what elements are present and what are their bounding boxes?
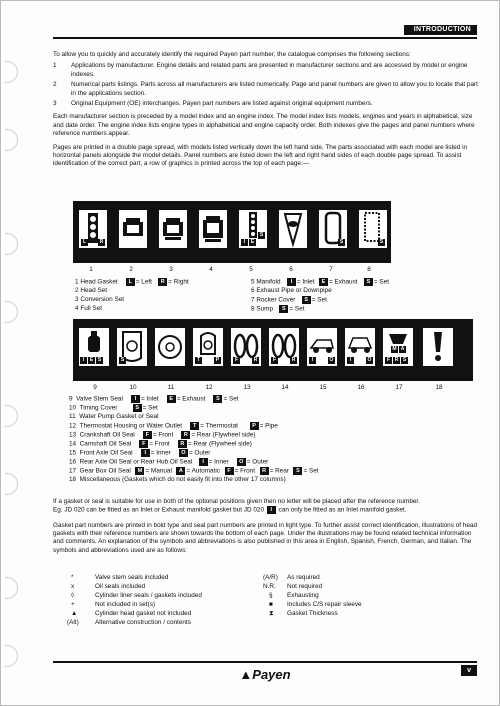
tag-set: S (97, 357, 102, 363)
intro-block (53, 51, 481, 172)
legend-text: Full Set (80, 305, 103, 312)
tag-right: R (99, 239, 104, 245)
page-footer (53, 661, 477, 681)
tag-outer: O (367, 357, 372, 363)
column-number: 17 (395, 384, 403, 391)
legend-tag: S (213, 395, 222, 403)
legend-text: Water Pump Gasket or Seal (79, 413, 159, 420)
legend-row (251, 305, 304, 314)
conversion-set-icon (159, 210, 187, 248)
crankshaft-seal-icon (231, 328, 261, 366)
symbol-glyph: ▲ (71, 610, 78, 617)
legend-tag: S (302, 296, 311, 304)
legend-row (69, 413, 159, 421)
legend-tag-text: = Rear (Flywheel side) (191, 431, 256, 439)
page-header (53, 27, 477, 39)
legend-row (69, 431, 256, 440)
legend-row (75, 278, 189, 287)
tag-outer: O (329, 357, 334, 363)
symbol-text: Valve stem seals included (95, 574, 169, 581)
index-paragraph: Each manufacturer section is preceded by a model index and an engine index. The model index lists models, engines and years in alphabetical, size and date order. The engine index lists engine types in alphabetical and engine capacity order. Both indexes give the pages and panel numbers where reference numbers appear. (53, 113, 475, 138)
legend-row (251, 287, 332, 295)
legend-tag: S (364, 278, 373, 286)
symbol-row (67, 619, 191, 627)
head-gasket-icon (79, 210, 107, 248)
legend-number: 10 (69, 404, 77, 412)
tag-thermostat: T (196, 357, 201, 363)
legend-text: Crankshaft Oil Seal (79, 431, 135, 439)
punch-hole (5, 233, 18, 255)
legend-text: Exhaust Pipe or Downpipe (256, 287, 332, 294)
legend-tag: P (250, 422, 259, 430)
list-item (53, 62, 481, 79)
column-number: 12 (205, 384, 213, 391)
legend-tag: I (141, 449, 150, 457)
tag-rear: R (253, 357, 258, 363)
legend-text: Manifold (256, 278, 281, 286)
item-text: Original Equipment (OE) interchanges. Payen part numbers are listed against original equipment numbers. (71, 100, 373, 108)
legend-tag: R (260, 467, 269, 475)
symbol-row (71, 583, 145, 591)
legend-tag-text: = Manual (145, 467, 172, 475)
legend-row (251, 278, 389, 287)
symbol-glyph: § (269, 592, 273, 599)
legend-row (69, 458, 268, 467)
item-number: 3 (53, 100, 57, 108)
column-number: 6 (289, 266, 293, 273)
tag-inlet: I (241, 239, 248, 246)
legend-row (75, 287, 107, 295)
legend-tag: F (225, 467, 234, 475)
note-symbols: Gasket part numbers are printed in bold type and seal part numbers are printed in light type. To further assist correct identification, illustrations of head gaskets with their reference numbers are shown towards the bottom of each page. Under the illustrations may be found related technical information and comments. An explanation of the symbols and abbreviations is also published in this area in English, Spanish, French, German, and Italian. The symbols and abbreviations used are as follows: (53, 521, 478, 554)
legend-tag: I (199, 458, 208, 466)
symbol-row (71, 601, 155, 609)
symbol-row (263, 601, 362, 609)
column-number: 2 (129, 266, 133, 273)
legend-number: 16 (69, 458, 77, 466)
symbol-text: Includes C/S repair sleeve (287, 601, 362, 608)
legend-tag: F (139, 440, 148, 448)
punch-hole (5, 405, 18, 427)
legend-tag: S (133, 404, 142, 412)
item-number: 1 (53, 62, 57, 70)
legend-text: Rear Axle Oil Seal or Rear Hub Oil Seal (79, 458, 193, 466)
legend-tag-text: = Exhaust (328, 278, 358, 286)
column-number: 1 (89, 266, 93, 273)
rocker-cover-icon (319, 210, 347, 248)
legend-number: 7 (251, 296, 255, 304)
tag-set: S (402, 357, 407, 363)
column-number: 15 (319, 384, 327, 391)
note-example-text: Eg. JD 020 can be fitted as an Inlet or Exhaust manifold gasket but JD 020 (53, 507, 265, 515)
legend-number: 3 (75, 296, 79, 303)
symbol-glyph: ◊ (71, 592, 75, 599)
legend-tag-text: = Front (234, 467, 255, 475)
legend-tag: S (293, 467, 302, 475)
note-example (53, 506, 481, 515)
symbol-text: Not required (287, 583, 323, 590)
legend-tag-text: = Rear (Flywheel side) (187, 440, 252, 448)
layout-paragraph: Pages are printed in a double page spread, with models listed vertically down the left hand side. The parts associated with each model are listed in horizontal panels alongside the model details. Panel numbers are listed down the left and right hand sides of each double page spread. To assist identification of the correct part, a row of graphics is printed across the top of each page:— (53, 143, 468, 168)
legend-text: Valve Stem Seal (76, 395, 123, 403)
legend-row (69, 440, 252, 449)
column-number: 14 (281, 384, 289, 391)
legend-row (69, 449, 210, 458)
legend-text: Thermostat Housing or Water Outlet (79, 422, 183, 430)
tag-front: F (386, 357, 391, 363)
legend-tag: T (190, 422, 199, 430)
graphics-strip-1 (73, 201, 391, 263)
payen-logo (53, 667, 477, 682)
symbol-text: Cylinder head gasket not included (95, 610, 192, 617)
legend-number: 17 (69, 467, 77, 475)
valve-stem-seal-icon (79, 328, 109, 366)
legend-tag: O (237, 458, 246, 466)
column-number: 9 (93, 384, 97, 391)
legend-tag: R (178, 440, 187, 448)
symbol-glyph: (Alt) (67, 619, 79, 626)
legend-text: Rocker Cover (256, 296, 296, 304)
graphics-strip-2 (73, 319, 473, 381)
legend-tag-text: = Rear (269, 467, 289, 475)
symbol-glyph: ⧗ (269, 610, 274, 617)
symbol-text: Not included in set(s) (95, 601, 156, 608)
symbol-text: Exhausting (287, 592, 319, 599)
legend-tag-text: = Inner (150, 449, 171, 457)
legend-tag-text: = Right (168, 278, 189, 286)
column-number: 16 (357, 384, 365, 391)
tag-inner: I (347, 357, 354, 364)
symbol-row (263, 610, 338, 618)
legend-number: 2 (75, 287, 79, 294)
legend-text: Head Gasket (80, 278, 118, 286)
section-title: INTRODUCTION (404, 25, 477, 35)
legend-tag: M (135, 467, 144, 475)
water-pump-icon (155, 328, 185, 366)
tag-inner: I (309, 357, 316, 364)
full-set-icon (199, 210, 227, 248)
column-number: 4 (209, 266, 213, 273)
sump-icon (359, 210, 387, 248)
item-number: 2 (53, 81, 57, 89)
legend-row (251, 296, 327, 305)
legend-tag-text: = Outer (246, 458, 269, 466)
legend-number: 5 (251, 278, 255, 286)
legend-tag: R (181, 431, 190, 439)
legend-tag-text: = Set (142, 404, 158, 412)
column-number: 8 (367, 266, 371, 273)
brand-name: Payen (252, 667, 291, 682)
column-number: 5 (249, 266, 253, 273)
legend-text: Conversion Set (80, 296, 125, 303)
legend-tag-text: = Left (135, 278, 152, 286)
legend-tag: E (319, 278, 328, 286)
legend-tag-text: = Set (303, 467, 319, 475)
tag-automatic: A (400, 346, 405, 352)
triangle-icon: ▲ (239, 667, 253, 682)
symbol-row (263, 592, 319, 600)
tag-inlet: I (80, 357, 87, 364)
legend-number: 4 (75, 305, 79, 312)
symbol-glyph: N.R. (263, 583, 276, 590)
legend-tag-text: = Outer (188, 449, 211, 457)
tag-pipe: P (215, 357, 220, 363)
legend-number: 13 (69, 431, 77, 439)
tag-front: F (272, 357, 277, 363)
tag-set: S (259, 232, 264, 238)
column-number: 3 (169, 266, 173, 273)
tag-exhaust: E (89, 357, 94, 363)
miscellaneous-icon (423, 328, 453, 366)
punch-hole (5, 129, 18, 151)
legend-tag-text: = Set (311, 296, 327, 304)
page-number: v (461, 665, 477, 676)
column-number: 13 (243, 384, 251, 391)
legend-tag-text: = Pipe (259, 422, 278, 430)
symbol-glyph: * (71, 574, 74, 581)
tag-set: S (339, 239, 344, 245)
legend-text: Timing Cover (79, 404, 118, 412)
punch-hole (5, 61, 18, 83)
symbol-text: Gasket Thickness (287, 610, 338, 617)
tag-manual: M (392, 346, 397, 352)
legend-tag: S (279, 305, 288, 313)
tag-rear: R (394, 357, 399, 363)
symbol-glyph: + (71, 601, 75, 608)
symbol-row (263, 583, 322, 591)
legend-number: 11 (69, 413, 76, 420)
tag-front: F (234, 357, 239, 363)
legend-number: 18 (69, 476, 77, 483)
symbol-row (71, 592, 202, 600)
timing-cover-icon (117, 328, 147, 366)
legend-row (69, 422, 278, 431)
legend-tag: I (287, 278, 296, 286)
symbol-text: Oil seals included (95, 583, 146, 590)
legend-tag-text: = Inlet (141, 395, 159, 403)
tag-set: S (120, 357, 125, 363)
punch-hole (5, 577, 18, 599)
legend-row (69, 395, 239, 404)
symbol-row (71, 574, 168, 582)
punch-hole (5, 473, 18, 495)
legend-row (69, 476, 286, 484)
legend-tag-text: = Inlet (296, 278, 315, 286)
legend-text: Head Set (80, 287, 107, 294)
legend-number: 9 (69, 395, 73, 403)
tag-set: S (379, 239, 384, 245)
symbol-row (263, 574, 320, 582)
column-number: 10 (129, 384, 137, 391)
legend-tag: L (126, 278, 135, 286)
punch-hole (5, 645, 18, 667)
legend-tag: I (131, 395, 140, 403)
legend-row (69, 404, 158, 413)
legend-number: 12 (69, 422, 77, 430)
legend-tag-text: = Front (152, 431, 174, 439)
legend-text: Front Axle Oil Seal (79, 449, 133, 457)
tag-left: L (82, 239, 87, 245)
camshaft-seal-icon (269, 328, 299, 366)
legend-tag-text: = Front (149, 440, 170, 448)
intro-lead: To allow you to quickly and accurately identify the required Payen part number, the catalogue comprises the following sections: (53, 51, 411, 58)
manifold-icon (239, 210, 267, 248)
rear-axle-icon (345, 328, 375, 366)
legend-number: 6 (251, 287, 255, 294)
symbol-glyph: x (71, 583, 75, 590)
item-text: Numerical parts listings. Parts across all manufacturers are listed numerically. Page and panel numbers are given to allow you to locate that part in the applications section. (71, 81, 478, 97)
legend-tag: A (176, 467, 185, 475)
legend-number: 14 (69, 440, 77, 448)
list-item (53, 81, 481, 98)
column-number: 7 (329, 266, 333, 273)
punch-hole (5, 301, 18, 323)
item-text: Applications by manufacturer. Engine details and related parts are presented in manufacturer sections and are accessed by model or engine indexes. (71, 62, 468, 78)
legend-text: Camshaft Oil Seal (79, 440, 132, 448)
tag-rear: R (291, 357, 296, 363)
symbol-glyph: (A/R) (263, 574, 278, 581)
front-axle-icon (307, 328, 337, 366)
list-item (53, 100, 481, 108)
symbol-text: As required (287, 574, 320, 581)
legend-text: Miscellaneous (Gaskets which do not easily fit into the other 17 columns) (79, 476, 286, 483)
legend-number: 15 (69, 449, 77, 457)
legend-tag-text: = Set (223, 395, 239, 403)
legend-row (75, 305, 102, 313)
inlet-tag: I (267, 506, 276, 514)
legend-row (69, 467, 319, 476)
legend-tag: R (158, 278, 167, 286)
legend-row (75, 296, 124, 304)
legend-tag-text: = Inner (208, 458, 229, 466)
legend-tag: O (179, 449, 188, 457)
legend-number: 1 (75, 278, 79, 286)
legend-tag: F (143, 431, 152, 439)
legend-tag-text: = Exhaust (176, 395, 206, 403)
column-number: 11 (167, 384, 175, 391)
gear-box-icon (383, 328, 413, 366)
exhaust-pipe-icon (279, 210, 307, 248)
head-set-icon (119, 210, 147, 248)
note-example-text-end: can only be fitted as an Inlet manifold gasket. (278, 507, 407, 515)
legend-number: 8 (251, 305, 255, 313)
thermostat-housing-icon (193, 328, 223, 366)
tag-exhaust: E (250, 239, 255, 245)
notes-block (53, 498, 481, 555)
column-number: 18 (435, 384, 443, 391)
legend-tag-text: = Set (373, 278, 390, 286)
note-both-positions: If a gasket or seal is suitable for use in both of the optional positions given then no letter will be placed after the reference number. (53, 498, 420, 505)
legend-text: Gear Box Oil Seal (79, 467, 131, 475)
symbol-row (71, 610, 191, 618)
legend-tag-text: = Automatic (186, 467, 220, 475)
symbol-text: Cylinder liner seals / gaskets included (95, 592, 202, 599)
legend-tag-text: = Set (289, 305, 305, 313)
symbol-text: Alternative construction / contents (95, 619, 191, 626)
legend-tag: E (167, 395, 176, 403)
legend-text: Sump (256, 305, 274, 313)
legend-tag-text: = Thermostat (200, 422, 238, 430)
symbol-glyph: ■ (269, 601, 273, 608)
